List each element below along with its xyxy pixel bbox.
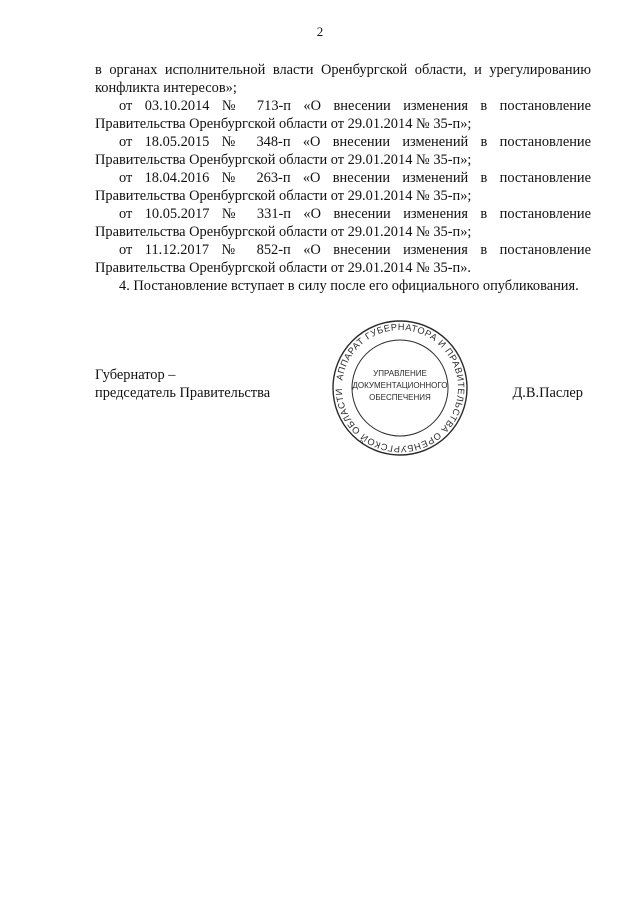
signatory-title — [95, 366, 270, 402]
stamp-inner-line-1: УПРАВЛЕНИЕ — [373, 369, 427, 378]
paragraph-6: от 11.12.2017 № 852-п «О внесении изменения в постановление Правительства Оренбургской области от 29.01.2014 № 35-п». — [95, 242, 591, 276]
paragraph-3: от 18.05.2015 № 348-п «О внесении изменений в постановление Правительства Оренбургской области от 29.01.2014 № 35-п»; — [95, 134, 591, 168]
paragraph-2: от 03.10.2014 № 713-п «О внесении изменения в постановление Правительства Оренбургской области от 29.01.2014 № 35-п»; — [95, 98, 591, 132]
stamp-inner-line-3: ОБЕСПЕЧЕНИЯ — [369, 393, 431, 402]
stamp-circular-text: АППАРАТ ГУБЕРНАТОРА И ПРАВИТЕЛЬСТВА ОРЕНБУРГСКОЙ ОБЛАСТИ — [333, 321, 467, 455]
stamp-inner-line-2: ДОКУМЕНТАЦИОННОГО — [352, 381, 448, 390]
signatory-title-line-2: председатель Правительства — [95, 385, 271, 401]
paragraph-7: 4. Постановление вступает в силу после его официального опубликования. — [119, 278, 579, 294]
paragraph-4: от 18.04.2016 № 263-п «О внесении изменений в постановление Правительства Оренбургской области от 29.01.2014 № 35-п»; — [95, 170, 591, 204]
official-stamp — [330, 318, 470, 458]
paragraph-1: в органах исполнительной власти Оренбургской области, и урегулированию конфликта интересов»; — [95, 62, 591, 96]
page-number: 2 — [316, 24, 324, 39]
signatory-title-line-1: Губернатор – — [95, 367, 176, 383]
paragraph-5: от 10.05.2017 № 331-п «О внесении изменения в постановление Правительства Оренбургской области от 29.01.2014 № 35-п»; — [95, 206, 591, 240]
signatory-name: Д.В.Паслер — [512, 385, 583, 401]
document-body — [95, 61, 591, 295]
